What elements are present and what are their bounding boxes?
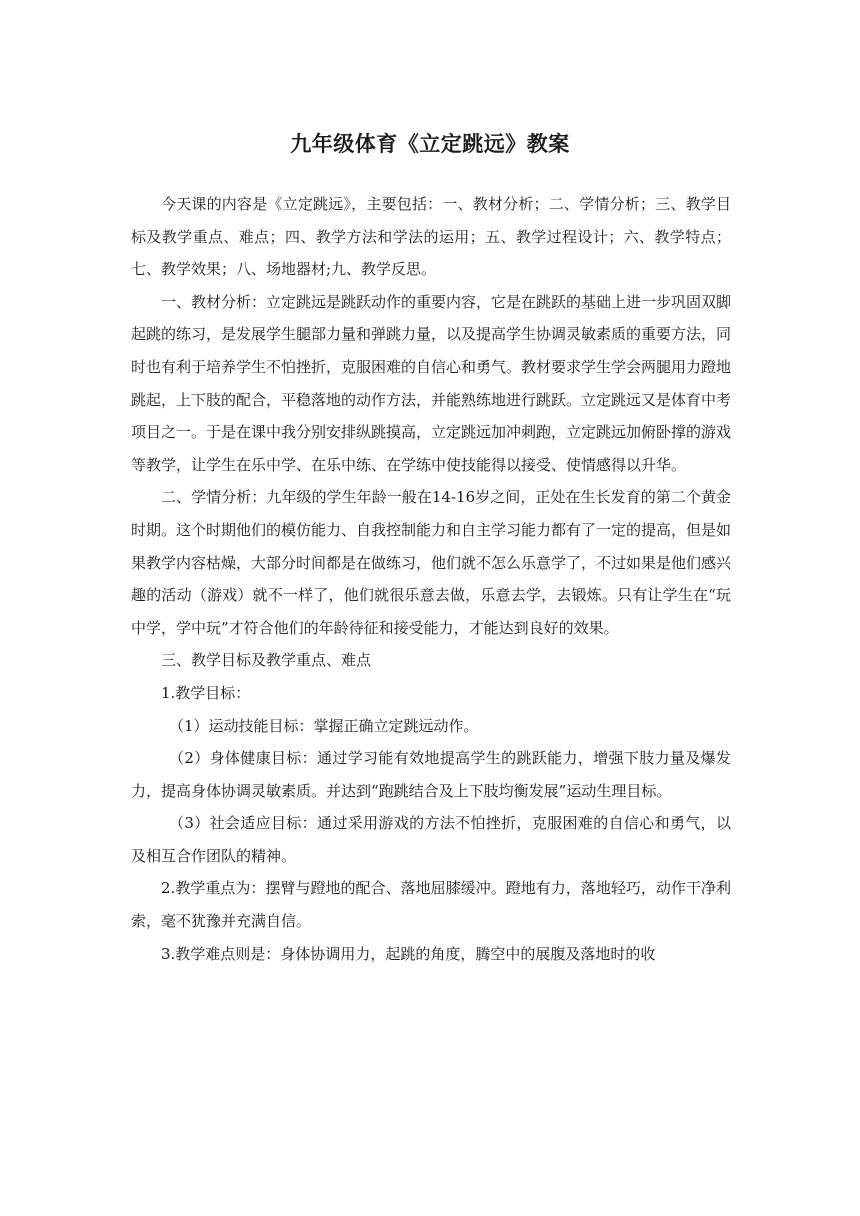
- paragraph-material-analysis: 一、教材分析：立定跳远是跳跃动作的重要内容，它是在跳跃的基础上进一步巩固双脚起跳的练习，是发展学生腿部力量和弹跳力量，以及提高学生协调灵敏素质的重要方法，同时也有利于培养学生不怕挫折，克服困难的自信心和勇气。教材要求学生学会两腿用力蹬地跳起，上下肢的配合，平稳落地的动作方法，并能熟练地进行跳跃。立定跳远又是体育中考项目之一。于是在课中我分别安排纵跳摸高，立定跳远加冲刺跑，立定跳远加俯卧撑的游戏等教学，让学生在乐中学、在乐中练、在学练中使技能得以接受、使情感得以升华。: [131, 292, 732, 474]
- goal-social-adaptation: （3）社会适应目标：通过采用游戏的方法不怕挫折，克服困难的自信心和勇气，以及相互合作团队的精神。: [131, 814, 731, 865]
- heading-objectives: 三、教学目标及教学重点、难点: [161, 651, 372, 670]
- paragraph-difficulties: 3.教学难点则是：身体协调用力，起跳的角度，腾空中的展腹及落地时的收: [161, 944, 656, 963]
- paragraph-intro: 今天课的内容是《立定跳远》，主要包括：一、教材分析；二、学情分析；三、教学目标及教学重点、难点；四、教学方法和学法的运用；五、教学过程设计；六、教学特点；七、教学效果；八、场地器材;九、教学反思。: [131, 195, 731, 279]
- document-title: 九年级体育《立定跳远》教案: [290, 131, 570, 156]
- heading-teaching-goals: 1.教学目标：: [161, 683, 251, 702]
- document-body: [131, 188, 731, 970]
- goal-motor-skill: （1）运动技能目标：掌握正确立定跳远动作。: [169, 716, 479, 735]
- paragraph-key-points: 2.教学重点为：摆臂与蹬地的配合、落地屈膝缓冲。蹬地有力，落地轻巧，动作干净利索，毫不犹豫并充满自信。: [131, 879, 731, 931]
- paragraph-student-analysis: 二、学情分析：九年级的学生年龄一般在14-16岁之间，正处在生长发育的第二个黄金时期。这个时期他们的模仿能力、自我控制能力和自主学习能力都有了一定的提高，但是如果教学内容枯燥，大部分时间都是在做练习，他们就不怎么乐意学了，不过如果是他们感兴趣的活动（游戏）就不一样了，他们就很乐意去做，乐意去学，去锻炼。只有让学生在“玩中学，学中玩”才符合他们的年龄待征和接受能力，才能达到良好的效果。: [131, 488, 732, 637]
- goal-physical-health: （2）身体健康目标：通过学习能有效地提高学生的跳跃能力，增强下肢力量及爆发力，提高身体协调灵敏素质。并达到“跑跳结合及上下肢均衡发展”运动生理目标。: [131, 749, 731, 800]
